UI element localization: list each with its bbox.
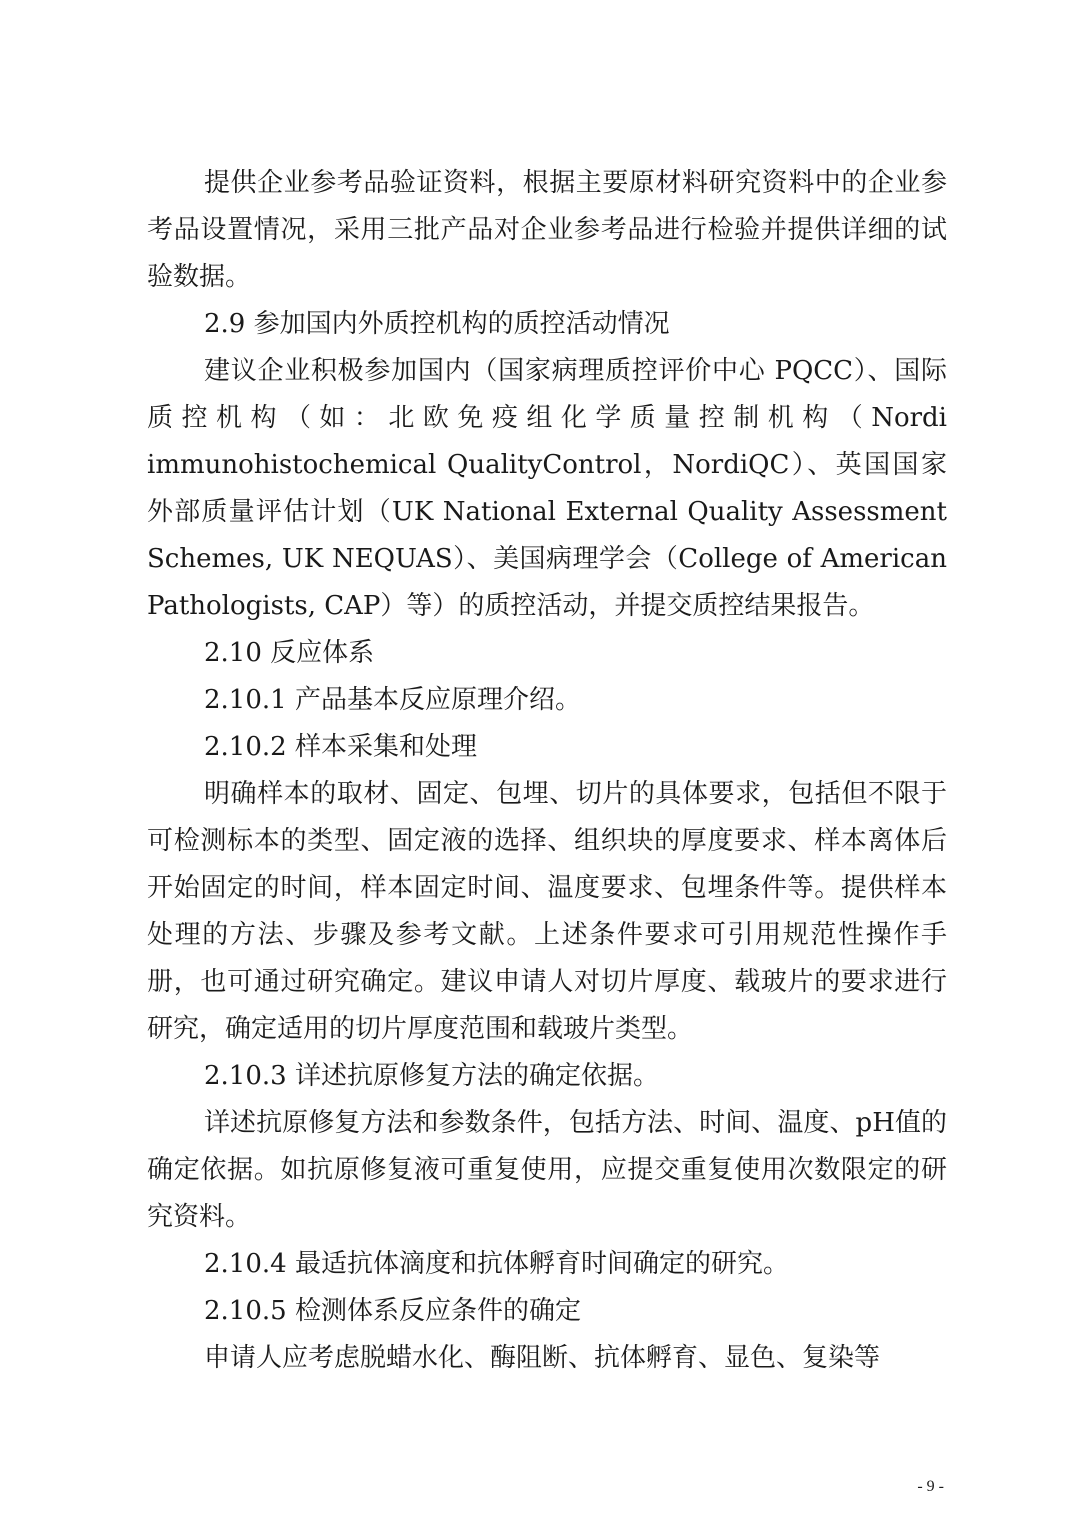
heading-2-10-2: 2.10.2 样本采集和处理 <box>204 732 477 762</box>
heading-2-10: 2.10 反应体系 <box>204 638 375 668</box>
heading-2-10-3: 2.10.3 详述抗原修复方法的确定依据。 <box>204 1061 659 1091</box>
heading-2-10-4: 2.10.4 最适抗体滴度和抗体孵育时间确定的研究。 <box>204 1249 789 1279</box>
heading-2-9: 2.9 参加国内外质控机构的质控活动情况 <box>204 309 670 339</box>
paragraph-antigen-retrieval: 详述抗原修复方法和参数条件，包括方法、时间、温度、pH值的确定依据。如抗原修复液可重复使用，应提交重复使用次数限定的研究资料。 <box>147 1108 947 1232</box>
heading-2-10-1: 2.10.1 产品基本反应原理介绍。 <box>204 685 581 715</box>
document-body <box>147 160 947 1382</box>
paragraph-quality-control: 建议企业积极参加国内（国家病理质控评价中心 PQCC）、国际质控机构（如：北欧免疫组化学质量控制机构（Nordi immunohistochemical QualityControl，NordiQC）、英国国家外部质量评估计划（UK National External Quality Assessment Schemes, UK NEQUAS）、美国病理学会（College of American Pathologists, CAP）等）的质控活动，并提交质控结果报告。 <box>147 356 947 621</box>
paragraph-reaction-conditions: 申请人应考虑脱蜡水化、酶阻断、抗体孵育、显色、复染等 <box>204 1343 881 1373</box>
paragraph-reference-verification: 提供企业参考品验证资料，根据主要原材料研究资料中的企业参考品设置情况，采用三批产品对企业参考品进行检验并提供详细的试验数据。 <box>147 168 947 292</box>
heading-2-10-5: 2.10.5 检测体系反应条件的确定 <box>204 1296 581 1326</box>
paragraph-sample-processing: 明确样本的取材、固定、包埋、切片的具体要求，包括但不限于可检测标本的类型、固定液的选择、组织块的厚度要求、样本离体后开始固定的时间，样本固定时间、温度要求、包埋条件等。提供样本处理的方法、步骤及参考文献。上述条件要求可引用规范性操作手册，也可通过研究确定。建议申请人对切片厚度、载玻片的要求进行研究，确定适用的切片厚度范围和载玻片类型。 <box>147 779 947 1044</box>
page-number: - 9 - <box>917 1478 944 1495</box>
